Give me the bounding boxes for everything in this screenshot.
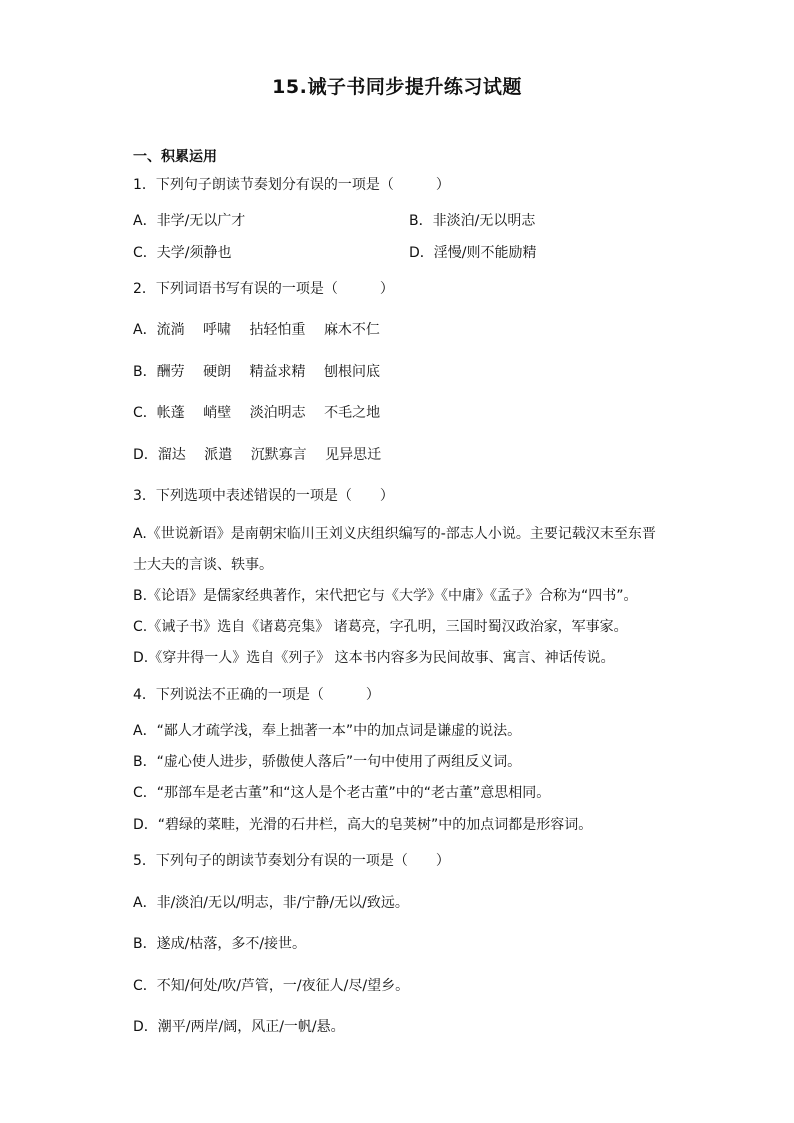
page-title: 15.诫子书同步提升练习试题	[272, 76, 522, 98]
q2-option-d-word: 沉默寡言	[250, 447, 307, 463]
q3-option-d: D.《穿井得一人》选自《列子》 这本书内容多为民间故事、寓言、神话传说。	[133, 650, 615, 666]
q1-option-a: A．非学/无以广才	[133, 213, 246, 229]
q5-option-b: B．遂成/枯落，多不/接世。	[133, 936, 307, 952]
q2-option-a-word: 拈轻怕重	[249, 322, 306, 338]
q5-option-a: A．非/淡泊/无以/明志，非/宁静/无以/致远。	[133, 895, 409, 911]
q2-option-d-word: 派遣	[204, 447, 233, 463]
q2-option-d-word: D．溜达	[133, 447, 186, 463]
q2-option-c	[133, 404, 380, 422]
q2-option-d-word: 见异思迁	[325, 447, 382, 463]
q1-option-b: B．非淡泊/无以明志	[409, 213, 536, 229]
q2-option-c-word: 淡泊明志	[249, 405, 306, 421]
q2-option-c-word: 不毛之地	[324, 405, 381, 421]
question-3-stem: 3．下列选项中表述错误的一项是（ ）	[133, 488, 394, 504]
q2-option-c-word: 峭壁	[203, 405, 232, 421]
q2-option-b-word: 精益求精	[249, 364, 306, 380]
q4-option-c: C．“那部车是老古董”和“这人是个老古董”中的“老古董”意思相同。	[133, 785, 551, 801]
q2-option-a-word: 麻木不仁	[323, 322, 380, 338]
question-2-stem: 2．下列词语书写有误的一项是（ ）	[133, 281, 394, 297]
q5-option-d: D．潮平/两岸/阔，风正/一帆/悬。	[133, 1019, 345, 1035]
q5-option-c: C．不知/何处/吹/芦管，一/夜征人/尽/望乡。	[133, 978, 410, 994]
question-4-stem: 4．下列说法不正确的一项是（ ）	[133, 687, 380, 703]
q2-option-b-word: 刨根问底	[323, 364, 380, 380]
section-heading: 一、积累运用	[133, 149, 217, 165]
q2-option-c-word: C．帐蓬	[133, 405, 185, 421]
q3-option-b: B.《论语》是儒家经典著作，宋代把它与《大学》《中庸》《孟子》合称为“四书”。	[133, 588, 638, 604]
q1-option-c: C．夫学/须静也	[133, 245, 232, 261]
q4-option-b: B．“虚心使人进步，骄傲使人落后”一句中使用了两组反义词。	[133, 754, 522, 770]
q2-option-b-word: 硬朗	[203, 364, 232, 380]
q2-option-b	[133, 363, 380, 381]
q2-option-a-word: A．流淌	[133, 322, 185, 338]
q1-option-d: D．淫慢/则不能励精	[409, 245, 537, 261]
q3-option-a-continued: 士大夫的言谈、轶事。	[133, 557, 273, 573]
q4-option-a: A．“鄙人才疏学浅，奉上拙著一本”中的加点词是谦虚的说法。	[133, 723, 522, 739]
question-5-stem: 5．下列句子的朗读节奏划分有误的一项是（ ）	[133, 853, 450, 869]
q2-option-b-word: B．酬劳	[133, 364, 185, 380]
q4-option-d: D．“碧绿的菜畦，光滑的石井栏，高大的皂荚树”中的加点词都是形容词。	[133, 817, 593, 833]
question-1-stem: 1．下列句子朗读节奏划分有误的一项是（ ）	[133, 177, 450, 193]
q2-option-a-word: 呼啸	[203, 322, 232, 338]
q2-option-d	[133, 446, 381, 464]
q3-option-c: C.《诫子书》选自《诸葛亮集》 诸葛亮，字孔明，三国时蜀汉政治家，军事家。	[133, 619, 628, 635]
q3-option-a: A.《世说新语》是南朝宋临川王刘义庆组织编写的-部志人小说。主要记载汉末至东晋	[133, 526, 656, 542]
q2-option-a	[133, 321, 380, 339]
